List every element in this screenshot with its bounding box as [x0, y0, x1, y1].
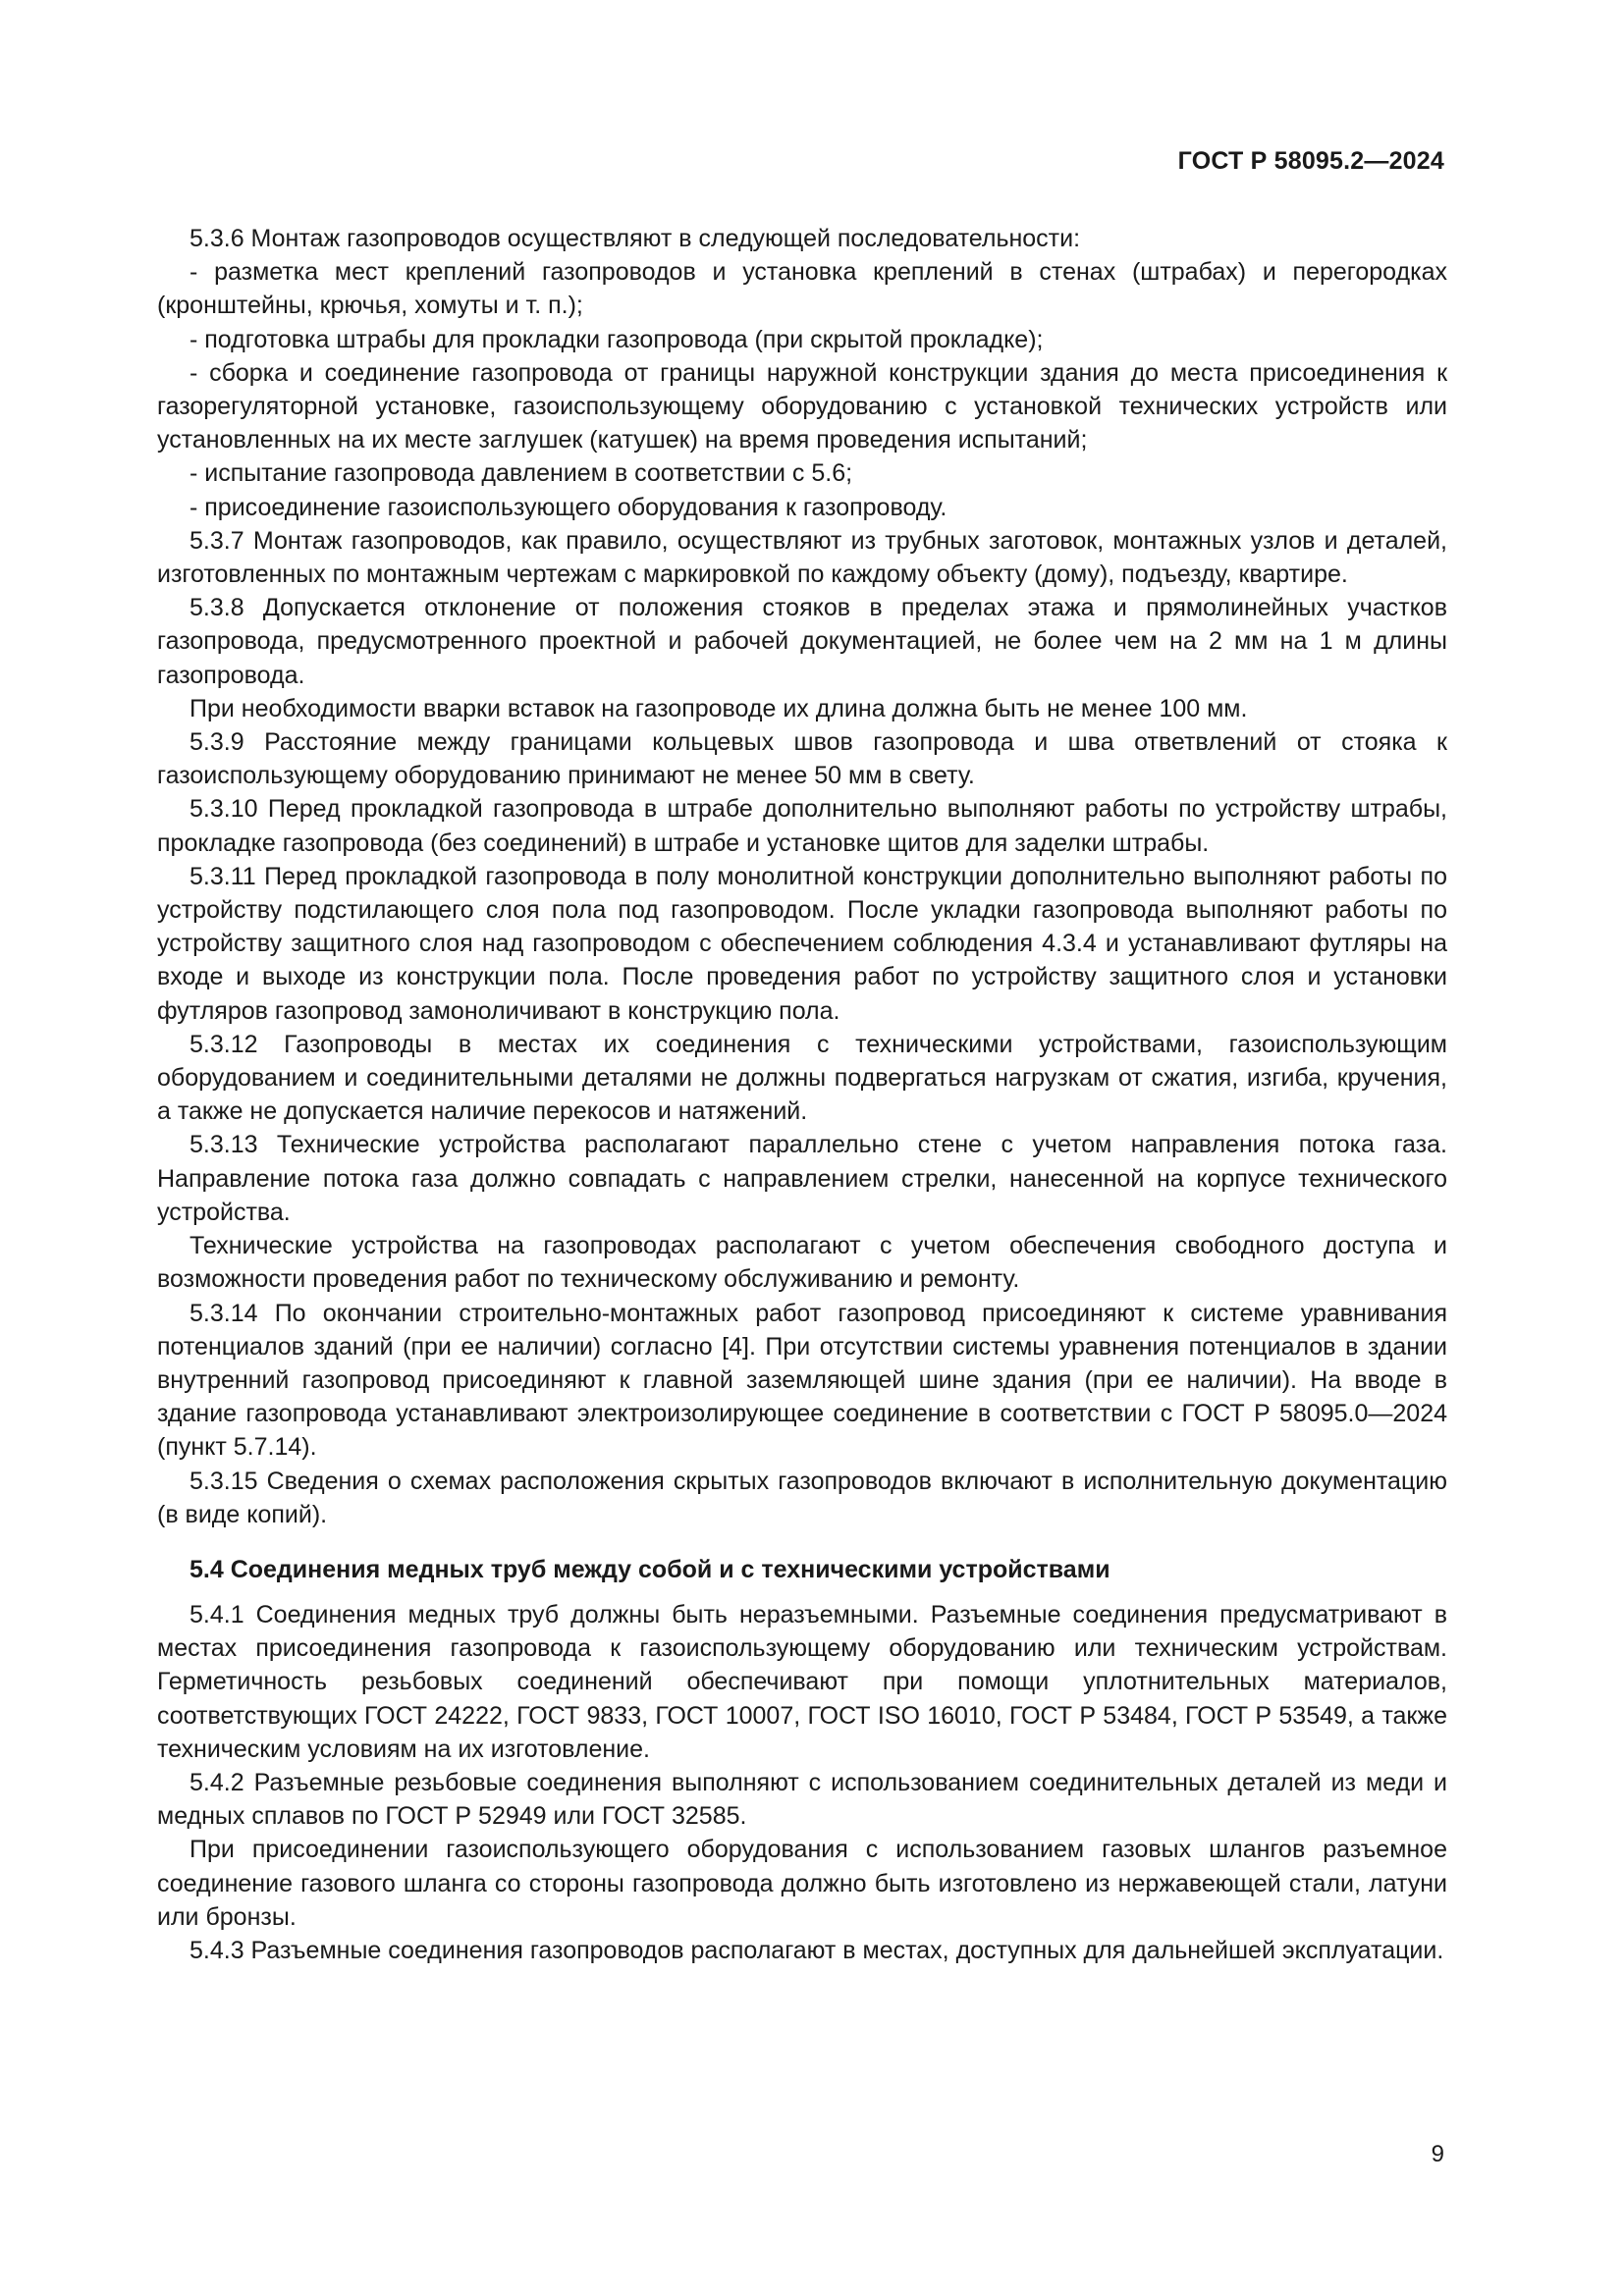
paragraph: 5.3.10 Перед прокладкой газопровода в штрабе дополнительно выполняют работы по устройству штрабы, прокладке газопровода (без соединений) в штрабе и установке щитов для заделки штрабы.	[157, 795, 1447, 857]
paragraph: 5.3.11 Перед прокладкой газопровода в полу монолитной конструкции дополнительно выполняют работы по устройству подстилающего слоя пола под газопроводом. После укладки газопровода выполняют работы по устройству защитного слоя над газопроводом с обеспечением соблюдения 4.3.4 и устанавливают футляры на входе и выходе из конструкции пола. После проведения работ по устройству защитного слоя и установки футляров газопровод замоноличивают в конструкцию пола.	[157, 862, 1447, 1025]
paragraph: 5.3.13 Технические устройства располагают параллельно стене с учетом направления потока газа. Направление потока газа должно совпадать с направлением стрелки, нанесенной на корпусе технического устройства.	[157, 1131, 1447, 1226]
paragraph: 5.4.1 Соединения медных труб должны быть неразъемными. Разъемные соединения предусматривают в местах присоединения газопровода к газоиспользующему оборудованию или техническим устройствам. Герметичность резьбовых соединений обеспечивают при помощи уплотнительных материалов, соответствующих ГОСТ 24222, ГОСТ 9833, ГОСТ 10007, ГОСТ ISO 16010, ГОСТ Р 53484, ГОСТ Р 53549, а также техническим условиям на их изготовление.	[157, 1600, 1447, 1763]
paragraph: 5.3.15 Сведения о схемах расположения скрытых газопроводов включают в исполнительную документацию (в виде копий).	[157, 1467, 1447, 1528]
section-heading: 5.4 Соединения медных труб между собой и с техническими устройствами	[189, 1555, 1110, 1583]
paragraph: При присоединении газоиспользующего оборудования с использованием газовых шлангов разъемное соединение газового шланга со стороны газопровода должно быть изготовлено из нержавеющей стали, латуни или бронзы.	[157, 1836, 1447, 1931]
document-body	[157, 222, 1447, 1967]
paragraph: 5.4.2 Разъемные резьбовые соединения выполняют с использованием соединительных деталей из меди и медных сплавов по ГОСТ Р 52949 или ГОСТ 32585.	[157, 1768, 1447, 1831]
paragraph: 5.3.14 По окончании строительно-монтажных работ газопровод присоединяют к системе уравнивания потенциалов зданий (при ее наличии) согласно [4]. При отсутствии системы уравнения потенциалов в здании внутренний газопровод присоединяют к главной заземляющей шине здания (при ее наличии). На вводе в здание газопровода устанавливают электроизолирующее соединение в соответствии с ГОСТ Р 58095.0—2024 (пункт 5.7.14).	[157, 1299, 1447, 1462]
paragraph: 5.3.8 Допускается отклонение от положения стояков в пределах этажа и прямолинейных участков газопровода, предусмотренного проектной и рабочей документацией, не более чем на 2 мм на 1 м длины газопровода.	[157, 594, 1447, 689]
list-item: - сборка и соединение газопровода от границы наружной конструкции здания до места присоединения к газорегуляторной установке, газоиспользующему оборудованию с установкой технических устройств или установленных на их месте заглушек (катушек) на время проведения испытаний;	[157, 358, 1447, 454]
document-header-id: ГОСТ Р 58095.2—2024	[1177, 147, 1444, 175]
paragraph: 5.3.12 Газопроводы в местах их соединения с техническими устройствами, газоиспользующим оборудованием и соединительными деталями не должны подвергаться нагрузкам от сжатия, изгиба, кручения, а также не допускается наличие перекосов и натяжений.	[157, 1030, 1447, 1126]
list-item: - испытание газопровода давлением в соответствии с 5.6;	[189, 459, 853, 488]
paragraph: 5.3.7 Монтаж газопроводов, как правило, осуществляют из трубных заготовок, монтажных узлов и деталей, изготовленных по монтажным чертежам с маркировкой по каждому объекту (дому), подъезду, квартире.	[157, 526, 1447, 589]
paragraph: Технические устройства на газопроводах располагают с учетом обеспечения свободного доступа и возможности проведения работ по техническому обслуживанию и ремонту.	[157, 1232, 1447, 1294]
list-item: - разметка мест креплений газопроводов и установка креплений в стенах (штрабах) и перегородках (кронштейны, крючья, хомуты и т. п.);	[157, 258, 1447, 320]
paragraph: При необходимости вварки вставок на газопроводе их длина должна быть не менее 100 мм.	[189, 694, 1248, 722]
paragraph: 5.3.9 Расстояние между границами кольцевых швов газопровода и шва ответвлений от стояка к газоиспользующему оборудованию принимают не менее 50 мм в свету.	[157, 728, 1447, 790]
list-item: - присоединение газоиспользующего оборудования к газопроводу.	[189, 493, 947, 521]
page-number: 9	[1431, 2141, 1444, 2167]
paragraph: 5.3.6 Монтаж газопроводов осуществляют в следующей последовательности:	[189, 225, 1081, 252]
list-item: - подготовка штрабы для прокладки газопровода (при скрытой прокладке);	[189, 325, 1044, 353]
paragraph: 5.4.3 Разъемные соединения газопроводов располагают в местах, доступных для дальнейшей эксплуатации.	[189, 1936, 1444, 1964]
